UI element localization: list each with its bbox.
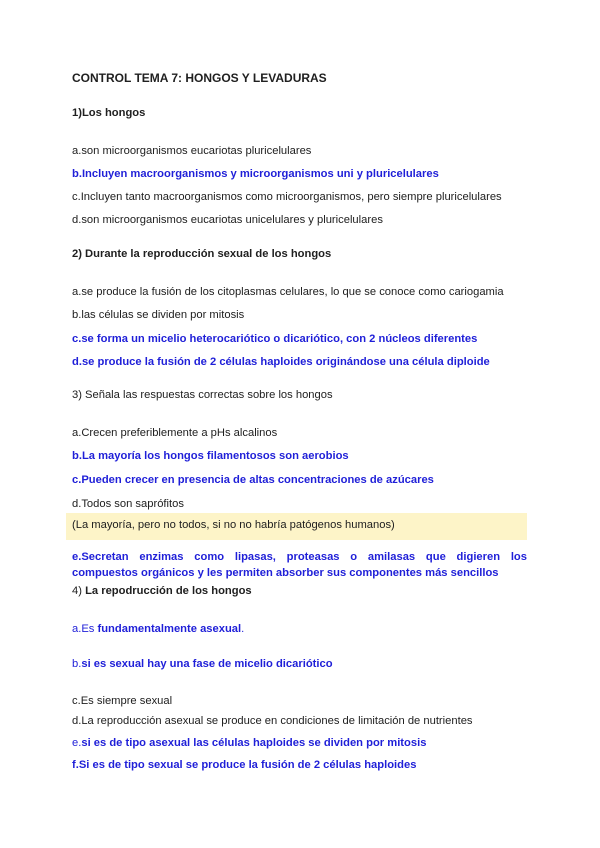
q2-option-d-correct: d.se produce la fusión de 2 células haploides originándose una célula diploide [72, 356, 490, 368]
q2-option-b: b.las células se dividen por mitosis [72, 309, 245, 321]
q4-option-b-correct [72, 657, 333, 671]
question-1: 1)Los hongos [72, 107, 146, 119]
q3-option-a: a.Crecen preferiblemente a pHs alcalinos [72, 427, 278, 439]
q1-option-a: a.son microorganismos eucariotas pluricelulares [72, 145, 312, 157]
q3-option-b-correct: b.La mayoría los hongos filamentosos son aerobios [72, 450, 349, 462]
q3-highlighted-note [66, 513, 527, 540]
q4-b-text: si es sexual hay una fase de micelio dicariótico [81, 658, 333, 670]
question-4 [72, 584, 252, 598]
q3-option-e-correct: e.Secretan enzimas como lipasas, proteasas o amilasas que digieren los compuestos orgánicos y les permiten absorber sus componentes más sencillos [72, 551, 527, 579]
q4-a-text: fundamentalmente asexual [97, 623, 242, 635]
q4-number: 4) [72, 585, 86, 597]
q4-a-end: . [241, 623, 245, 635]
q4-e-text: si es de tipo asexual las células haploides se dividen por mitosis [81, 737, 427, 749]
q4-question-text: La repodrucción de los hongos [85, 585, 252, 597]
q4-option-c: c.Es siempre sexual [72, 695, 173, 707]
q1-option-b-correct: b.Incluyen macroorganismos y microorganismos uni y pluricelulares [72, 168, 439, 180]
q4-e-label: e. [72, 737, 82, 749]
q4-option-d: d.La reproducción asexual se produce en condiciones de limitación de nutrientes [72, 715, 473, 727]
question-2: 2) Durante la reproducción sexual de los hongos [72, 248, 332, 260]
q2-option-a: a.se produce la fusión de los citoplasmas celulares, lo que se conoce como cariogamia [72, 286, 504, 298]
q3-note-text: (La mayoría, pero no todos, si no no habría patógenos humanos) [72, 519, 395, 531]
q3-option-d: d.Todos son saprófitos [72, 498, 184, 510]
document-title: CONTROL TEMA 7: HONGOS Y LEVADURAS [72, 71, 327, 85]
q4-b-label: b. [72, 658, 82, 670]
q4-option-f-correct: f.Si es de tipo sexual se produce la fusión de 2 células haploides [72, 759, 417, 771]
q4-a-label: a.Es [72, 623, 98, 635]
question-3: 3) Señala las respuestas correctas sobre los hongos [72, 389, 333, 401]
q1-option-c: c.Incluyen tanto macroorganismos como microorganismos, pero siempre pluricelulares [72, 191, 502, 203]
q3-option-c-correct: c.Pueden crecer en presencia de altas concentraciones de azúcares [72, 474, 434, 486]
q1-option-d: d.son microorganismos eucariotas unicelulares y pluricelulares [72, 214, 383, 226]
q2-option-c-correct: c.se forma un micelio heterocariótico o dicariótico, con 2 núcleos diferentes [72, 333, 478, 345]
q4-option-e-correct [72, 736, 426, 750]
q4-option-a-correct [72, 622, 244, 636]
